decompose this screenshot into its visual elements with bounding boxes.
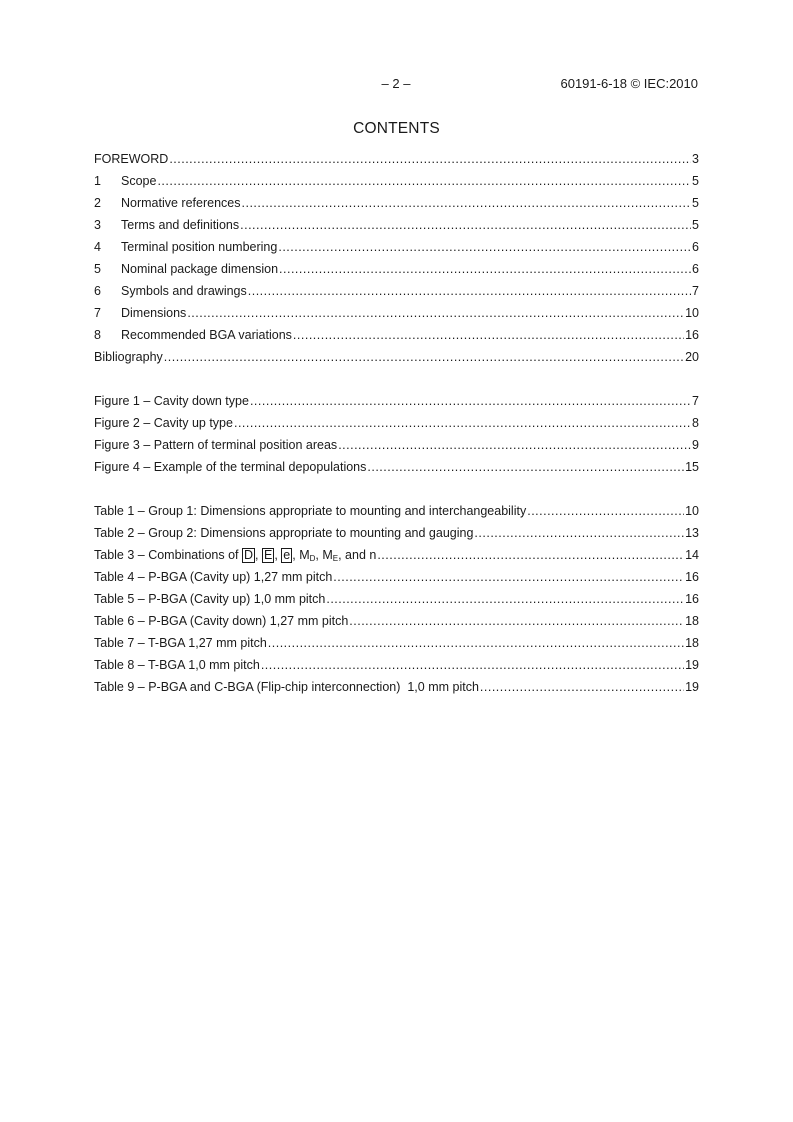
toc-entry-recommended-bga-variations[interactable] xyxy=(94,324,699,346)
toc-leader-dots xyxy=(338,434,691,456)
toc-entry-scope[interactable] xyxy=(94,170,699,192)
toc-entry-page: 15 xyxy=(685,460,699,474)
toc-entry-label: Terms and definitions xyxy=(121,218,240,232)
toc-entry-page: 19 xyxy=(685,658,699,672)
toc-entry-page: 16 xyxy=(685,592,699,606)
toc-entry-number: 5 xyxy=(94,262,101,276)
toc-entry-table-9[interactable] xyxy=(94,676,699,698)
toc-entry-label: Normative references xyxy=(121,196,241,210)
toc-entry-page: 6 xyxy=(692,240,699,254)
toc-entry-page: 7 xyxy=(692,394,699,408)
toc-entry-foreword[interactable] xyxy=(94,148,699,170)
toc-entry-terms-definitions[interactable] xyxy=(94,214,699,236)
toc-entry-label: Table 6 – P-BGA (Cavity down) 1,27 mm pitch xyxy=(94,614,349,628)
toc-entry-label: Table 5 – P-BGA (Cavity up) 1,0 mm pitch xyxy=(94,592,326,606)
label-separator: , xyxy=(274,548,282,562)
toc-entry-table-3[interactable] xyxy=(94,544,699,566)
label-suffix: , and n xyxy=(338,548,377,562)
toc-leader-dots xyxy=(333,566,684,588)
toc-leader-dots xyxy=(169,148,691,170)
toc-entry-symbols-drawings[interactable] xyxy=(94,280,699,302)
toc-entry-table-4[interactable] xyxy=(94,566,699,588)
toc-entry-number: 3 xyxy=(94,218,101,232)
boxed-symbol-e: E xyxy=(264,548,273,562)
toc-entry-terminal-position-numbering[interactable] xyxy=(94,236,699,258)
toc-entry-label: Figure 3 – Pattern of terminal position areas xyxy=(94,438,338,452)
toc-leader-dots xyxy=(164,346,684,368)
toc-entry-label: Table 9 – P-BGA and C-BGA (Flip-chip interconnection) 1,0 mm pitch xyxy=(94,680,479,694)
toc-entry-label: Table 7 – T-BGA 1,27 mm pitch xyxy=(94,636,267,650)
toc-entry-page: 19 xyxy=(685,680,699,694)
toc-entry-label: Figure 1 – Cavity down type xyxy=(94,394,249,408)
label-separator: , M xyxy=(315,548,333,562)
toc-entry-label: Table 4 – P-BGA (Cavity up) 1,27 mm pitch xyxy=(94,570,333,584)
toc-entry-page: 16 xyxy=(685,328,699,342)
toc-entry-label xyxy=(94,544,376,566)
toc-entry-number: 7 xyxy=(94,306,101,320)
toc-leader-dots xyxy=(187,302,684,324)
toc-entry-label: Bibliography xyxy=(94,350,163,364)
toc-entry-label: Symbols and drawings xyxy=(121,284,247,298)
toc-entry-figure-2[interactable] xyxy=(94,412,699,434)
toc-figures xyxy=(94,390,699,478)
toc-leader-dots xyxy=(279,258,691,280)
label-separator: , xyxy=(255,548,262,562)
toc-entry-page: 10 xyxy=(685,504,699,518)
boxed-symbol-pitch: e xyxy=(283,548,291,562)
toc-entry-number: 2 xyxy=(94,196,101,210)
toc-leader-dots xyxy=(234,412,691,434)
page-number: – 2 – xyxy=(381,76,411,91)
toc-entry-normative-references[interactable] xyxy=(94,192,699,214)
toc-entry-label: Figure 4 – Example of the terminal depopulations xyxy=(94,460,367,474)
toc-leader-dots xyxy=(240,214,691,236)
toc-leader-dots xyxy=(248,280,691,302)
toc-entry-label: Table 8 – T-BGA 1,0 mm pitch xyxy=(94,658,260,672)
toc-leader-dots xyxy=(278,236,691,258)
toc-entry-label: Nominal package dimension xyxy=(121,262,279,276)
toc-entry-table-7[interactable] xyxy=(94,632,699,654)
toc-leader-dots xyxy=(261,654,684,676)
toc-entry-table-6[interactable] xyxy=(94,610,699,632)
toc-entry-page: 5 xyxy=(692,174,699,188)
toc-entry-page: 10 xyxy=(685,306,699,320)
boxed-symbol-d: D xyxy=(244,548,254,562)
toc-entry-label: Figure 2 – Cavity up type xyxy=(94,416,233,430)
toc-entry-dimensions[interactable] xyxy=(94,302,699,324)
toc-entry-page: 9 xyxy=(692,438,699,452)
toc-entry-number: 4 xyxy=(94,240,101,254)
toc-entry-page: 8 xyxy=(692,416,699,430)
toc-leader-dots xyxy=(349,610,684,632)
subscript-e: E xyxy=(332,554,339,563)
toc-entry-label: Table 1 – Group 1: Dimensions appropriate to mounting and interchangeability xyxy=(94,504,527,518)
toc-entry-figure-4[interactable] xyxy=(94,456,699,478)
toc-leader-dots xyxy=(474,522,684,544)
contents-title: CONTENTS xyxy=(353,120,440,137)
toc-entry-page: 13 xyxy=(685,526,699,540)
subscript-d: D xyxy=(309,554,316,563)
toc-entry-label: Scope xyxy=(121,174,157,188)
toc-leader-dots xyxy=(367,456,684,478)
toc-leader-dots xyxy=(250,390,691,412)
toc-leader-dots xyxy=(293,324,684,346)
toc-entry-label: Table 2 – Group 2: Dimensions appropriate to mounting and gauging xyxy=(94,526,474,540)
toc-leader-dots xyxy=(527,500,684,522)
toc-leader-dots xyxy=(242,192,692,214)
toc-entry-page: 20 xyxy=(685,350,699,364)
toc-entry-number: 1 xyxy=(94,174,101,188)
toc-entry-page: 14 xyxy=(685,548,699,562)
toc-entry-page: 7 xyxy=(692,284,699,298)
toc-entry-label: FOREWORD xyxy=(94,152,169,166)
toc-entry-page: 5 xyxy=(692,218,699,232)
toc-leader-dots xyxy=(326,588,684,610)
toc-entry-table-5[interactable] xyxy=(94,588,699,610)
toc-entry-table-8[interactable] xyxy=(94,654,699,676)
document-reference: 60191-6-18 © IEC:2010 xyxy=(560,76,698,91)
toc-entry-bibliography[interactable] xyxy=(94,346,699,368)
toc-main-sections xyxy=(94,148,699,368)
label-prefix: Table 3 – Combinations of xyxy=(94,548,243,562)
toc-entry-label: Terminal position numbering xyxy=(121,240,278,254)
toc-entry-number: 8 xyxy=(94,328,101,342)
toc-entry-page: 16 xyxy=(685,570,699,584)
toc-entry-figure-3[interactable] xyxy=(94,434,699,456)
toc-entry-page: 6 xyxy=(692,262,699,276)
toc-entry-figure-1[interactable] xyxy=(94,390,699,412)
toc-entry-table-2[interactable] xyxy=(94,522,699,544)
toc-entry-number: 6 xyxy=(94,284,101,298)
toc-entry-table-1[interactable] xyxy=(94,500,699,522)
toc-entry-nominal-package-dimension[interactable] xyxy=(94,258,699,280)
toc-entry-label: Dimensions xyxy=(121,306,187,320)
toc-leader-dots xyxy=(480,676,684,698)
toc-leader-dots xyxy=(268,632,684,654)
toc-leader-dots xyxy=(157,170,691,192)
toc-entry-page: 3 xyxy=(692,152,699,166)
toc-entry-page: 18 xyxy=(685,636,699,650)
toc-leader-dots xyxy=(377,544,684,566)
label-separator: , M xyxy=(292,548,310,562)
toc-tables xyxy=(94,500,699,698)
toc-entry-page: 18 xyxy=(685,614,699,628)
toc-entry-page: 5 xyxy=(692,196,699,210)
toc-entry-label: Recommended BGA variations xyxy=(121,328,292,342)
